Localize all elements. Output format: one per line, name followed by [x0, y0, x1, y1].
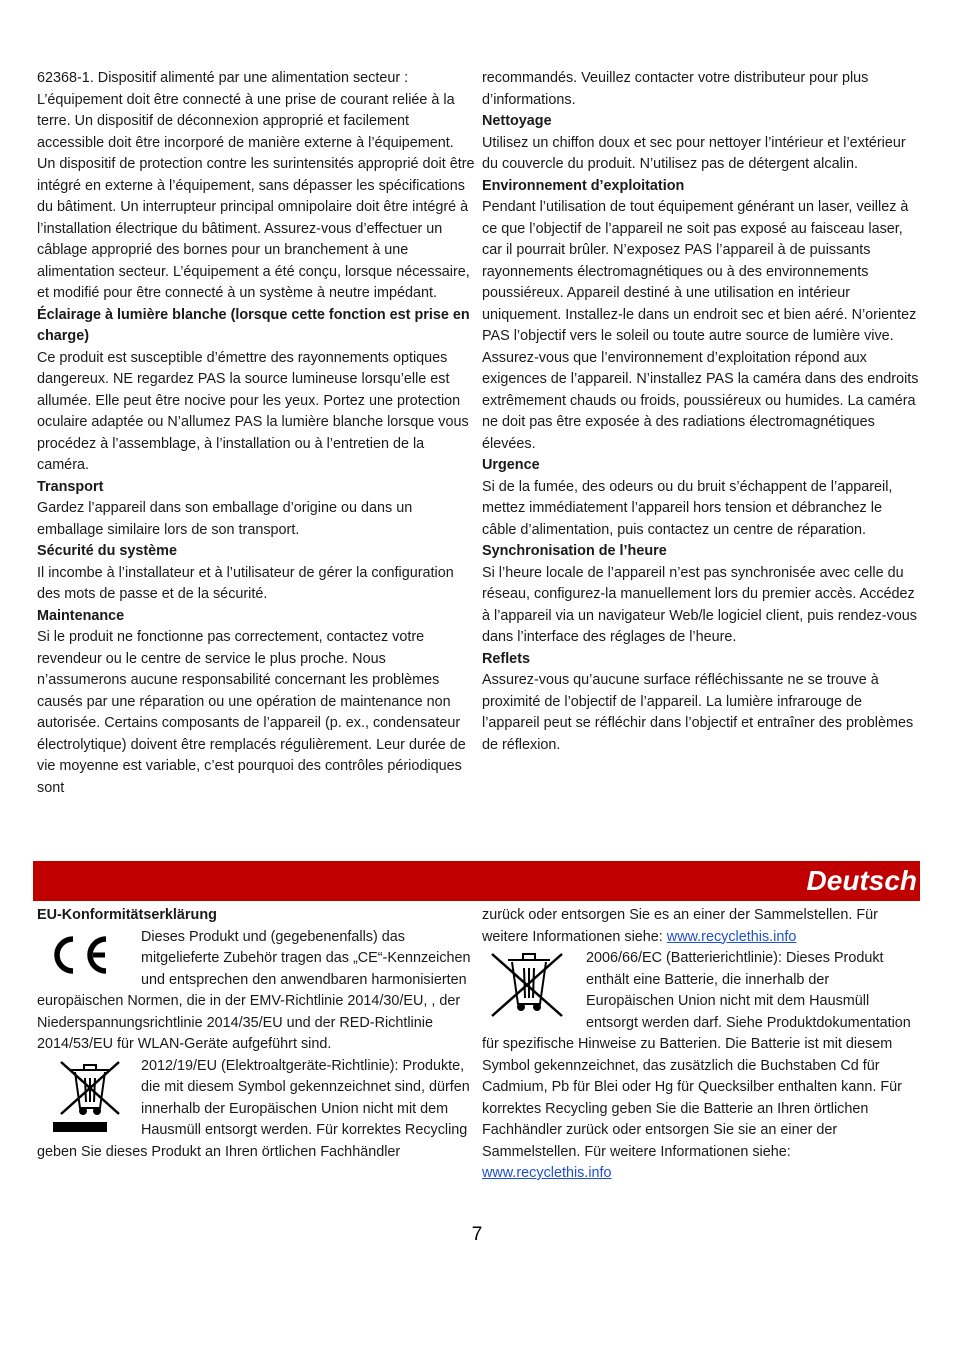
crossed-out-bin-icon	[482, 948, 586, 1032]
emergency-text: Si de la fumée, des odeurs ou du bruit s’échappent de l’appareil, mettez immédiatement l’appareil hors tension et débranchez le câble d’alimentation, puis contactez un centre de réparation.	[482, 478, 893, 538]
environment-text: Pendant l’utilisation de tout équipement générant un laser, veillez à ce que l’objectif de l’appareil ne soit pas exposé au faisceau laser, car il pourrait brûler. N’exposez PAS l’appareil à de puissants rayonnements électromagnétiques ou à des environnements poussiéreux. Appareil destiné à une utilisation en intérieur uniquement. Installez-le dans un endroit sec et bien aéré. N’orientez PAS l’objectif vers le soleil ou toute autre source de lumière vive. Assurez-vous que l’environnement d’exploitation répond aux exigences de l’appareil. N’installez PAS la caméra dans des endroits extrêmement chauds ou froids, poussiéreux ou humides. La caméra ne doit pas être exposée à des radiations électromagnétiques élevées.	[482, 199, 919, 452]
transport-heading: Transport	[37, 478, 104, 495]
emergency-heading: Urgence	[482, 457, 540, 473]
eu-conformity-heading: EU-Konformitätserklärung	[37, 907, 217, 923]
white-light-heading: Éclairage à lumière blanche (lorsque cette fonction est prise en charge)	[37, 306, 470, 344]
time-sync-heading: Synchronisation de l’heure	[482, 543, 667, 559]
time-sync-text: Si l’heure locale de l’appareil n’est pas synchronisée avec celle du réseau, configurez-la manuellement lors du premier accès. Accédez à l’appareil via un navigateur Web/le logiciel client, puis rendez-vous dans l’interface des réglages de l’heure.	[482, 564, 917, 645]
crossed-out-bin-icon	[37, 1056, 141, 1142]
eu-conformity-text: Dieses Produkt und (gegebenenfalls) das mitgelieferte Zubehör tragen das „CE“-Kennzeichen und entsprechen den anwendbaren harmonisierten europäischen Normen, die in der EMV-Richtlinie 2014/30/EU, , der Niederspannungsrichtlinie 2014/35/EU und der RED-Richtlinie 2014/53/EU für WLAN-Geräte aufgeführt sind.	[37, 928, 471, 1052]
battery-recyclethis-link[interactable]: www.recyclethis.info	[482, 1165, 612, 1181]
cleaning-heading: Nettoyage	[482, 113, 552, 129]
reflections-text: Assurez-vous qu’aucune surface réfléchissante ne se trouve à proximité de l’objectif de l’appareil. La lumière infrarouge de l’appareil peut se réfléchir dans l’objectif et entraîner des problèmes de réflexion.	[482, 672, 914, 753]
french-column-right	[482, 68, 920, 756]
maintenance-continued-text: recommandés. Veuillez contacter votre distributeur pour plus d’informations.	[482, 70, 869, 108]
page-number: 7	[471, 1224, 483, 1245]
battery-label: 2006/66/EC (Batterierichtlinie): Dieses Produkt enthält eine Batterie, die innerhalb der Europäischen Union nicht mit dem Hausmüll entsorgt werden darf. Siehe Produktdokumentation für spezifische Hinweise zu Batterien. Die Batterie ist mit diesem Symbol gekennzeichnet, das zusätzlich die Buchstaben Cd für Cadmium, Pb für Blei oder Hg für Quecksilber enthalten kann. Für korrektes Recycling geben Sie die Batterie an Ihren örtlichen Fachhändler zurück oder entsorgen Sie sie an einer der Sammelstellen. Für weitere Informationen siehe:	[482, 950, 911, 1160]
weee-text: 2012/19/EU (Elektroaltgeräte-Richtlinie): Produkte, die mit diesem Symbol gekennzeichnet sind, dürfen innerhalb der Europäischen Union nicht mit dem Hausmüll entsorgt werden. Für korrektes Recycling geben Sie dieses Produkt an Ihren örtlichen Fachhändler	[37, 1057, 470, 1160]
reflections-heading: Reflets	[482, 650, 530, 667]
german-column-left	[37, 905, 475, 1163]
french-column-left	[37, 68, 475, 799]
cleaning-text: Utilisez un chiffon doux et sec pour nettoyer l’intérieur et l’extérieur du couvercle du produit. N’utilisez pas de détergent alcalin.	[482, 134, 906, 172]
maintenance-text: Si le produit ne fonctionne pas correctement, contactez votre revendeur ou le centre de service le plus proche. Nous n’assumerons aucune responsabilité concernant les problèmes causés par une réparation ou une opération de maintenance non autorisée. Certains composants de l’appareil (p. ex., condensateur électrolytique) doivent être remplacés régulièrement. Leur durée de vie moyenne est variable, c’est pourquoi des contrôles périodiques sont	[37, 629, 466, 796]
language-banner	[33, 861, 920, 901]
weee-continued-label: zurück oder entsorgen Sie es an einer der Sammelstellen. Für weitere Informationen siehe:	[482, 907, 878, 945]
german-column-right	[482, 905, 920, 1185]
white-light-text: Ce produit est susceptible d’émettre des rayonnements optiques dangereux. NE regardez PAS la source lumineuse lorsqu’elle est allumée. Elle peut être nocive pour les yeux. Portez une protection oculaire adaptée ou N’allumez PAS la lumière blanche lorsque vous procédez à l’assemblage, à l’installation ou à l’entretien de la caméra.	[37, 349, 469, 473]
transport-text: Gardez l’appareil dans son emballage d’origine ou dans un emballage similaire lors de son transport.	[37, 500, 413, 538]
system-security-text: Il incombe à l’installateur et à l’utilisateur de gérer la configuration des mots de passe et de la sécurité.	[37, 564, 454, 602]
power-supply-text: 62368-1. Dispositif alimenté par une alimentation secteur : L’équipement doit être connecté à une prise de courant reliée à la terre. Un dispositif de déconnexion approprié et facilement accessible doit être incorporé de manière externe à l’équipement. Un dispositif de protection contre les surintensités approprié doit être intégré en externe à l’équipement, sans dépasser les spécifications du bâtiment. Un interrupteur principal omnipolaire doit être intégré à l’installation électrique du bâtiment. Assurez-vous d’effectuer un câblage approprié des bornes pour un branchement à une alimentation secteur. L’équipement a été conçu, lorsque nécessaire, et modifié pour être connecté à un système à neutre impédant.	[37, 70, 475, 301]
maintenance-heading: Maintenance	[37, 607, 125, 624]
ce-mark-icon	[37, 927, 141, 987]
weee-continued-text	[482, 905, 920, 948]
environment-heading: Environnement d’exploitation	[482, 177, 685, 194]
weee-recyclethis-link[interactable]: www.recyclethis.info	[666, 928, 797, 945]
system-security-heading: Sécurité du système	[37, 543, 177, 559]
language-title: Deutsch	[806, 865, 917, 896]
